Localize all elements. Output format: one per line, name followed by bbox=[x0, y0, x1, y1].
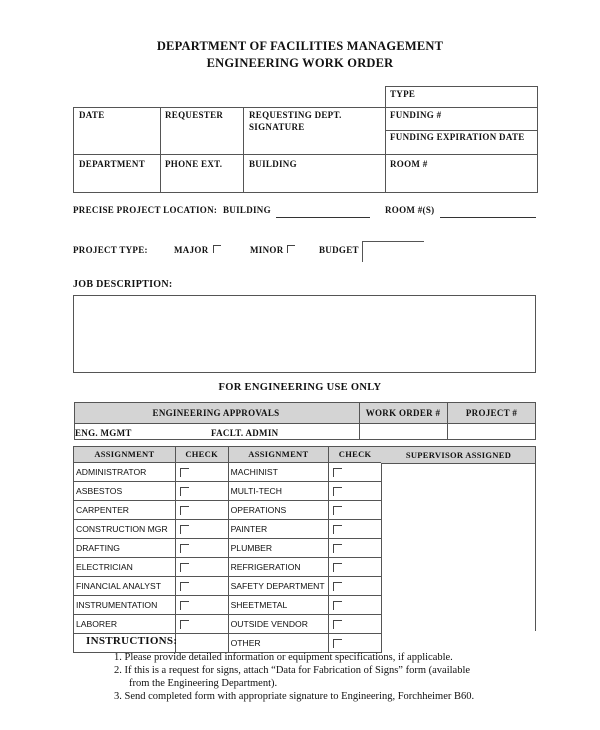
assignment-left-label: DRAFTING bbox=[74, 538, 176, 557]
assignment-checkbox[interactable] bbox=[180, 563, 189, 572]
check-cell-right bbox=[329, 481, 382, 500]
assignment-checkbox[interactable] bbox=[180, 525, 189, 534]
assignment-checkbox[interactable] bbox=[180, 544, 189, 553]
building-label: BUILDING bbox=[249, 159, 297, 169]
check-header-left: CHECK bbox=[175, 447, 228, 463]
funding-expiration-label: FUNDING EXPIRATION DATE bbox=[390, 132, 525, 142]
phone-label: PHONE EXT. bbox=[165, 159, 223, 169]
assignment-checkbox[interactable] bbox=[333, 620, 342, 629]
location-building-field[interactable] bbox=[276, 205, 370, 218]
assignment-checkbox[interactable] bbox=[180, 582, 189, 591]
assignment-row bbox=[74, 462, 382, 481]
job-description-label: JOB DESCRIPTION: bbox=[73, 279, 173, 290]
assignment-checkbox[interactable] bbox=[333, 468, 342, 477]
check-cell-left bbox=[175, 595, 228, 614]
assignment-row bbox=[74, 519, 382, 538]
location-rooms-field[interactable] bbox=[440, 205, 536, 218]
check-cell-right bbox=[329, 595, 382, 614]
assignment-right-label: OUTSIDE VENDOR bbox=[228, 614, 329, 633]
assignment-row bbox=[74, 557, 382, 576]
major-checkbox[interactable] bbox=[213, 245, 221, 253]
budget-label: BUDGET bbox=[319, 245, 359, 255]
check-cell-left bbox=[175, 538, 228, 557]
check-cell-right bbox=[329, 557, 382, 576]
assignment-checkbox[interactable] bbox=[333, 639, 342, 648]
assignment-right-label: PAINTER bbox=[228, 519, 329, 538]
project-type-label: PROJECT TYPE: bbox=[73, 245, 148, 255]
assignment-left-label: LABORER bbox=[74, 614, 176, 633]
assignment-checkbox[interactable] bbox=[333, 487, 342, 496]
requester-label: REQUESTER bbox=[165, 110, 224, 120]
assignment-checkbox[interactable] bbox=[180, 506, 189, 515]
signature-label: SIGNATURE bbox=[249, 122, 305, 132]
assignment-right-label: SAFETY DEPARTMENT bbox=[228, 576, 329, 595]
assignment-row bbox=[74, 538, 382, 557]
location-rooms-label: ROOM #(S) bbox=[385, 205, 435, 215]
assignment-right-label: PLUMBER bbox=[228, 538, 329, 557]
check-cell-left bbox=[175, 481, 228, 500]
check-cell-left bbox=[175, 462, 228, 481]
faclt-admin-label: FACLT. ADMIN bbox=[211, 428, 279, 438]
supervisor-assigned-field[interactable] bbox=[381, 446, 536, 631]
work-order-label: WORK ORDER # bbox=[365, 408, 441, 418]
assignment-left-label: ELECTRICIAN bbox=[74, 557, 176, 576]
assignment-left-label: INSTRUMENTATION bbox=[74, 595, 176, 614]
location-building-label: BUILDING bbox=[223, 205, 271, 215]
department-title: DEPARTMENT OF FACILITIES MANAGEMENT bbox=[156, 39, 444, 53]
assignment-right-label: MULTI-TECH bbox=[228, 481, 329, 500]
instruction-1: 1. Please provide detailed information or equipment specifications, if applicable. bbox=[114, 652, 453, 663]
check-cell-right bbox=[329, 538, 382, 557]
check-cell-right bbox=[329, 500, 382, 519]
engineering-use-title: FOR ENGINEERING USE ONLY bbox=[218, 382, 382, 393]
type-label: TYPE bbox=[390, 89, 416, 99]
assignment-header-right: ASSIGNMENT bbox=[228, 447, 329, 463]
assignment-checkbox[interactable] bbox=[180, 620, 189, 629]
assignment-right-label: REFRIGERATION bbox=[228, 557, 329, 576]
assignment-header-left: ASSIGNMENT bbox=[74, 447, 176, 463]
assignment-right-label: OPERATIONS bbox=[228, 500, 329, 519]
check-cell-right bbox=[329, 576, 382, 595]
project-number-label: PROJECT # bbox=[465, 408, 518, 418]
assignment-header-row bbox=[74, 447, 382, 463]
major-label: MAJOR bbox=[174, 245, 209, 255]
assignment-right-label: SHEETMETAL bbox=[228, 595, 329, 614]
assignment-table bbox=[73, 446, 382, 653]
check-cell-right bbox=[329, 633, 382, 652]
requesting-dept-label: REQUESTING DEPT. bbox=[249, 110, 342, 120]
check-header-right: CHECK bbox=[329, 447, 382, 463]
assignment-row bbox=[74, 576, 382, 595]
form-title: ENGINEERING WORK ORDER bbox=[206, 56, 394, 70]
assignment-left-label: ASBESTOS bbox=[74, 481, 176, 500]
department-label: DEPARTMENT bbox=[79, 159, 146, 169]
instruction-2: 2. If this is a request for signs, attach “Data for Fabrication of Signs” form (available bbox=[114, 665, 471, 676]
check-cell-right bbox=[329, 519, 382, 538]
assignment-checkbox[interactable] bbox=[333, 601, 342, 610]
instruction-3: 3. Send completed form with appropriate signature to Engineering, Forchheimer B60. bbox=[114, 691, 475, 702]
assignment-left-label: CONSTRUCTION MGR bbox=[74, 519, 176, 538]
check-cell-left bbox=[175, 519, 228, 538]
check-cell-right bbox=[329, 614, 382, 633]
funding-label: FUNDING # bbox=[390, 110, 442, 120]
minor-checkbox[interactable] bbox=[287, 245, 295, 253]
check-cell-left bbox=[175, 614, 228, 633]
assignment-left-label: ADMINISTRATOR bbox=[74, 462, 176, 481]
check-cell-left bbox=[175, 633, 228, 652]
assignment-row bbox=[74, 481, 382, 500]
check-cell-left bbox=[175, 557, 228, 576]
assignment-checkbox[interactable] bbox=[180, 468, 189, 477]
eng-mgmt-label: ENG. MGMT bbox=[75, 428, 132, 438]
instruction-2-continued: from the Engineering Department). bbox=[129, 678, 278, 689]
assignment-left-label: CARPENTER bbox=[74, 500, 176, 519]
assignment-checkbox[interactable] bbox=[333, 582, 342, 591]
assignment-checkbox[interactable] bbox=[333, 525, 342, 534]
instructions-title: INSTRUCTIONS: bbox=[86, 635, 178, 647]
assignment-checkbox[interactable] bbox=[333, 544, 342, 553]
location-label: PRECISE PROJECT LOCATION: bbox=[73, 205, 218, 215]
minor-label: MINOR bbox=[250, 245, 284, 255]
assignment-row bbox=[74, 595, 382, 614]
room-label: ROOM # bbox=[390, 159, 428, 169]
date-label: DATE bbox=[79, 110, 105, 120]
assignment-checkbox[interactable] bbox=[333, 506, 342, 515]
assignment-row bbox=[74, 500, 382, 519]
assignment-right-label: OTHER bbox=[228, 633, 329, 652]
check-cell-left bbox=[175, 576, 228, 595]
check-cell-left bbox=[175, 500, 228, 519]
assignment-checkbox[interactable] bbox=[333, 563, 342, 572]
engineering-approvals-label: ENGINEERING APPROVALS bbox=[152, 408, 280, 418]
assignment-left-label: FINANCIAL ANALYST bbox=[74, 576, 176, 595]
assignment-checkbox[interactable] bbox=[180, 487, 189, 496]
assignment-checkbox[interactable] bbox=[180, 601, 189, 610]
budget-field[interactable] bbox=[362, 241, 424, 262]
supervisor-assigned-label: SUPERVISOR ASSIGNED bbox=[405, 450, 512, 460]
assignment-right-label: MACHINIST bbox=[228, 462, 329, 481]
assignment-row bbox=[74, 614, 382, 633]
check-cell-right bbox=[329, 462, 382, 481]
job-description-field[interactable] bbox=[73, 295, 536, 373]
